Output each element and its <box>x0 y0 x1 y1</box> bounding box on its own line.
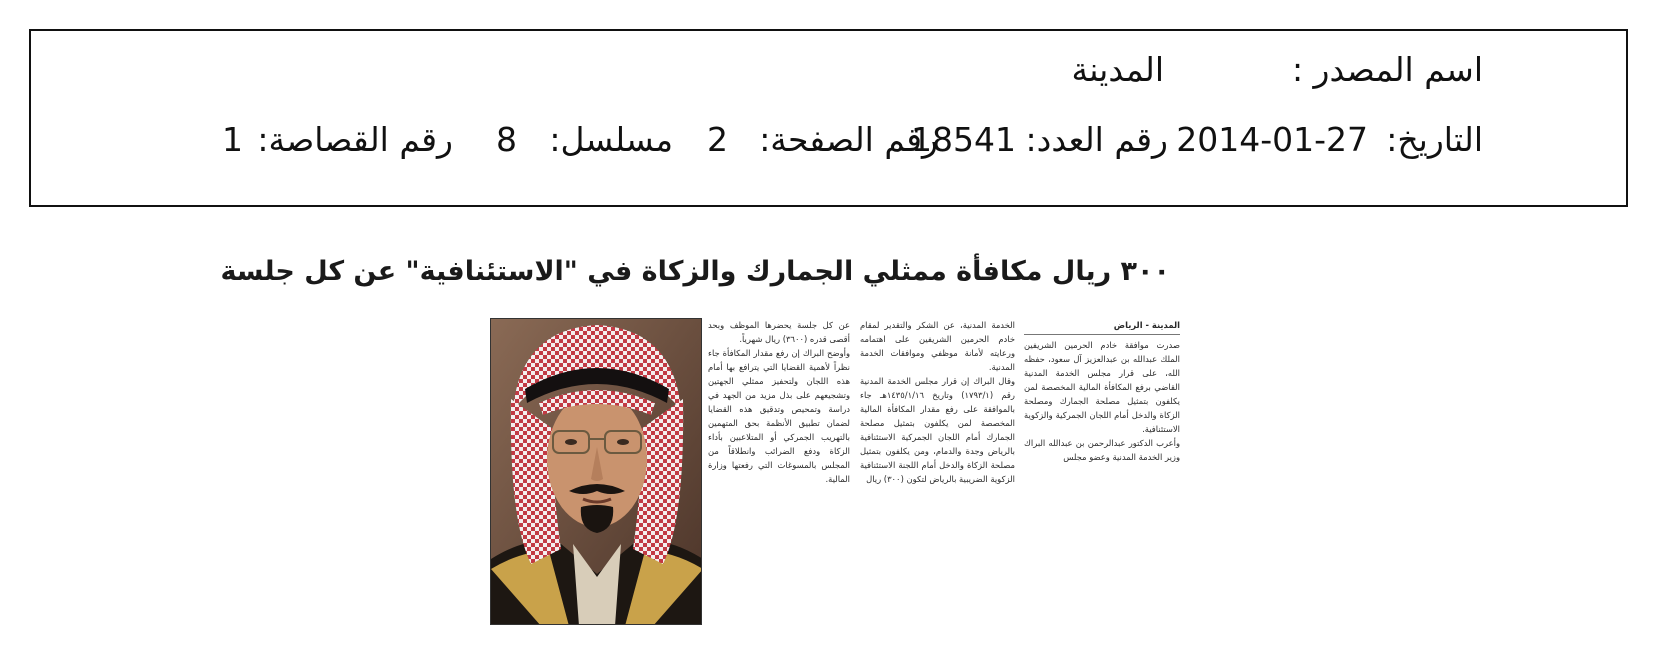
clip-value: 1 <box>222 120 243 159</box>
article-column-3 <box>708 318 850 518</box>
clip-label: رقم القصاصة: <box>257 120 453 159</box>
source-label: اسم المصدر : <box>1291 50 1483 89</box>
source-value: المدينة <box>1071 50 1164 89</box>
date-label: التاريخ: <box>1386 120 1483 159</box>
date-value: 2014-01-27 <box>1176 120 1368 159</box>
article-paragraph: صدرت موافقة خادم الحرمين الشريفين الملك عبدالله بن عبدالعزيز آل سعود، حفظه الله، على قرار مجلس الخدمة المدنية القاضي برفع المكافأة المالية المخصصة لمن يكلفون بتمثيل مصلحة الجمارك ومصلحة الزكاة والدخل أمام اللجان الجمركية والزكوية الاستئنافية. <box>1024 340 1180 434</box>
issue-label: رقم العدد: <box>1025 120 1168 159</box>
serial-label: مسلسل: <box>549 120 673 159</box>
issue-value: 18541 <box>911 120 1016 159</box>
portrait-photo <box>490 318 702 625</box>
page-label: رقم الصفحة: <box>759 120 938 159</box>
page-value: 2 <box>707 120 728 159</box>
portrait-illustration <box>491 319 702 625</box>
article-paragraph: عن كل جلسة يحضرها الموظف وبحد أقصى قدره (٣٦٠٠) ريال شهرياً. <box>708 320 850 344</box>
article-byline: المدينة - الرياض <box>1024 318 1180 335</box>
article-paragraph: الخدمة المدنية، عن الشكر والتقدير لمقام خادم الحرمين الشريفين على اهتمامه ورعايته لأمانة موظفي وموافقات الخدمة المدنية. <box>860 320 1015 372</box>
article-paragraph: وأعرب الدكتور عبدالرحمن بن عبدالله البراك وزير الخدمة المدنية وعضو مجلس <box>1024 438 1180 462</box>
article-column-2 <box>860 318 1015 518</box>
newspaper-clipping <box>220 230 1180 625</box>
serial-value: 8 <box>496 120 517 159</box>
article-paragraph: وقال البراك إن قرار مجلس الخدمة المدنية رقم (١٧٩٣/١) وتاريخ ١٤٣٥/١/١٦هـ جاء بالموافقة على رفع مقدار المكافأة المالية المخصصة لمن يكلفون بتمثيل مصلحة الجمارك أمام اللجان الجمركية الاستئنافية بالرياض وجدة والدمام، ومن يكلفون بتمثيل مصلحة الزكاة والدخل أمام اللجنة الاستئنافية الزكوية الضريبية بالرياض لتكون (٣٠٠) ريال <box>860 376 1015 484</box>
article-paragraph: وأوضح البراك إن رفع مقدار المكافأة جاء نظراً لأهمية القضايا التي يترافع بها أمام هذه اللجان ولتحفيز ممثلي الجهتين وتشجيعهم على بذل مزيد من الجهد في دراسة وتمحيص وتدقيق هذه القضايا لضمان تطبيق الأنظمة بحق المتهمين بالتهريب الجمركي أو المتلاعبين بأداء الزكاة ودفع الضرائب وانطلاقاً من المجلس بالمسوغات التي رفعتها وزارة المالية. <box>708 348 850 484</box>
article-headline: ٣٠٠ ريال مكافأة ممثلي الجمارك والزكاة في "الاستئنافية" عن كل جلسة <box>220 256 1170 287</box>
article-column-1 <box>1024 318 1180 518</box>
